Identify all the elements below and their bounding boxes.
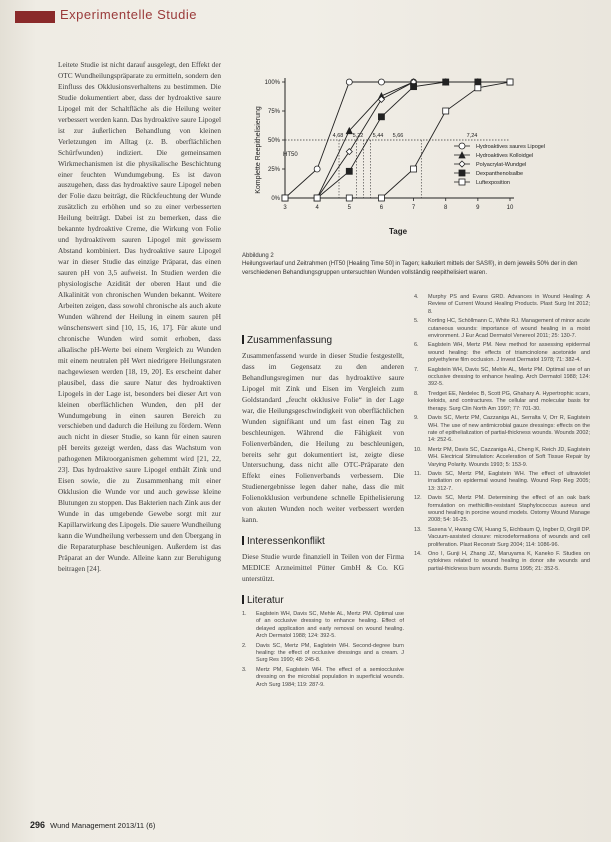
- legend-label: Dexpanthenolsalbe: [476, 171, 524, 177]
- x-tick-label: 8: [444, 205, 448, 211]
- chart-legend: [454, 143, 545, 186]
- reference-text: Davis SC, Mertz PM. Determining the effect of an oak bark formulation on methicillin-resistant Staphylococcus aureus and wound healing in porcine wound models. Ostomy Wound Manage 2008; 54: 16-25.: [428, 495, 590, 524]
- reference-item: [414, 294, 590, 316]
- x-tick-label: 10: [506, 205, 514, 211]
- x-tick-label: 9: [476, 205, 480, 211]
- journal-name: Wund Management 2013/11 (6): [50, 821, 156, 830]
- data-point: [507, 79, 513, 85]
- reference-text: Korting HC, Schöllmann C, White RJ. Management of minor acute cutaneous wounds: importance of wound healing in a moist environment. J Eur Acad Dermatol Venereol 2011; 25: 130-7.: [428, 318, 590, 340]
- body-text-left: Leitete Studie ist nicht darauf ausgelegt, den Effekt der OTC Wundheilungspräparate zu ermitteln, sondern den Einfluss des Okklusionsverhaltens zu bestimmen. Die Studie dokumentiert aber, dass der hydroaktive saure Lipogel mit der Schaltfläche als die Heilung weiter verbessert werden kann. Das hydroaktive saure Lipogel ist zur äußerlichen Behandlung von kleinen Verletzungen im Alltag (z. B. oberflächlichen Schürfwunden) indiziert. Die gemeinsamen Wirkmechanismen ist die physikalische Beschichtung einer feuchten Wundumgebung. Es ist davon auszugehen, dass das hydroaktive saure Lipogel neben der Folie dazu beiträgt, die Rückfeuchtung der Wunde zusätzlich zu erhöhen und so zu einer verbesserten Heilung beiträgt. Dabei ist zu bemerken, dass die bekannte hydroaktive Creme, die Wirkung von Folie und hydroaktivem sauren Lipogel mit gewissem Abstand kombiniert. Das hydroaktive saure Lipogel war in dieser Studie das einzige Präparat, das einen sauren pH von 3,5 aufweist. In Studien werden die physiologische Azidität der oberen Haut und die Alkalinität von chronischen Wunden bekannt. Weitere Arbeiten zeigen, dass sowohl chronische als auch akute Wunden während der Heilung in einem sauren pH wünschenswert sind [10, 15, 16, 17]. Für akute und chronische Wunden wird somit erhoben, dass alkalische pH-Werte bei einem Vergleich zu Wunden mit einem neutralen pH Wert niedrigere Heilungsraten nachgewiesen werden [18, 19, 20]. Es erscheint daher plausibel, dass die saure Natur des hydroaktiven Lipogels in der Lage ist, besonders bei dieser Art von kleinen oberflächlichen Wunden, den pH der Wundumgebung in einen sauren Bereich zu verschieben und dadurch die Heilung zu fördern. Wenn auch nicht in dieser Studie, so kann für einen sauren pH bereits gezeigt werden, dass das Wachstum von pathogenen Mikroorganismen gehemmt wird [21, 22, 23]. Das hydroaktive saure Lipogel enthält Zink und Eisen sowie, die zu Zusammenhang mit einer Okklusion die Wunde vor und auch gewisse kleine Blutungen zu stoppen. Das Bakterien nach Zink aus der Wunde in das umgebende Gewebe sorgt mit zur Kapillarwirkung des Lipogels. Die sauere Wundheilung kann die Wundheilung verbessern und den Übergang in die Reparaturphase beschleunigen. Außerdem ist das Präparat an der Wunde. Alleine kann zur Beruhigung beitragen [24].: [58, 60, 221, 573]
- caption-text: Heilungsverlauf und Zeitrahmen (HT50 [Healing Time 50] in Tagen; kalkuliert mittels der SAS®), in dem jeweils 50% der in den verschiedenen Behandlungsgruppen untersuchten Wunden vollständig reepithelisiert waren.: [242, 261, 578, 276]
- legend-label: Polyacrylat-Wundgel: [476, 162, 527, 168]
- reference-text: Tredget EE, Nedelec B, Scott PG, Ghahary A. Hypertrophic scars, keloids, and contractures. The cellular and molecular basis for therapy. Surg Clin North Am 1997; 77: 701-30.: [428, 390, 590, 412]
- data-point: [378, 195, 384, 201]
- reference-item: [414, 447, 590, 469]
- reference-item: [414, 391, 590, 413]
- reference-text: Mertz PM, Davis SC, Cazzaniga AL, Cheng K, Reich JD, Eaglstein WH. Electrical Stimulation: Acceleration of Soft Tissue Repair by Varying Polarity. Wounds 1993; 5: 153-9.: [428, 446, 590, 468]
- reference-text: Saxena V, Hwang CW, Huang S, Eichbaum Q, Ingber D, Orgill DP. Vacuum-assisted closure: microdeformations of wounds and cell proliferation. Plast Reconstr Surg 2004; 114: 1086-96.: [428, 526, 590, 548]
- data-point: [378, 79, 384, 85]
- reference-number: 10.: [414, 446, 422, 453]
- legend-marker: [459, 179, 465, 185]
- y-axis-label: Komplette Reepithelisierung: [255, 106, 262, 194]
- data-point: [411, 166, 417, 172]
- x-tick-label: 5: [347, 205, 351, 211]
- reference-text: Ono I, Gunji H, Zhang JZ, Maruyama K, Kaneko F. Studies on cytokines related to wound healing in donor site wounds and partial-thickness burn wounds. Burns 1995; 21: 352-5.: [428, 551, 590, 572]
- data-point: [443, 108, 449, 114]
- data-point: [346, 195, 352, 201]
- x-tick-label: 7: [411, 205, 416, 211]
- reference-text: Eaglstein WH, Davis SC, Mehle AL, Mertz PM. Optimal use of an occlusive dressing to enhance healing. Effect of delayed application and early removal on wound healing. Arch Dermatol 1988; 124: 392-5.: [256, 610, 404, 640]
- reference-text: Eaglstein WH, Davis SC, Mehle AL, Mertz PM. Optimal use of an occlusive dressing to enhance healing. Arch Dermatol 1988; 124: 392-5.: [428, 366, 590, 388]
- reference-item: [414, 367, 590, 389]
- data-point: [346, 149, 352, 155]
- page-number: 296: [30, 820, 46, 830]
- reference-item: [242, 667, 404, 689]
- healing-chart: [240, 70, 600, 250]
- x-tick-label: 6: [379, 205, 384, 211]
- data-point: [443, 79, 449, 85]
- legend-label: Hydroaktives saures Lipogel: [476, 144, 546, 150]
- data-point: [314, 166, 320, 172]
- interessenkonflikt-text: Diese Studie wurde finanziell in Teilen von der Firma MEDICE Arzneimittel Pütter GmbH & Co. KG unterstützt.: [242, 552, 404, 584]
- data-point: [411, 84, 417, 90]
- y-tick-label: 50%: [267, 138, 280, 144]
- header-color-block: [15, 11, 55, 23]
- data-point: [282, 195, 288, 201]
- reference-number: 1.: [242, 610, 247, 617]
- reference-list-continued: [414, 294, 590, 575]
- zusammenfassung-heading: Zusammenfassung: [242, 335, 404, 347]
- y-tick-label: 75%: [267, 109, 280, 115]
- reference-number: 6.: [414, 342, 419, 349]
- y-tick-label: 25%: [267, 167, 280, 173]
- reference-number: 8.: [414, 390, 419, 397]
- y-tick-label: 0%: [271, 196, 280, 202]
- interessenkonflikt-heading: Interessenkonflikt: [242, 536, 404, 548]
- y-tick-label: 100%: [264, 80, 280, 86]
- reference-number: 12.: [414, 495, 422, 502]
- reference-item: [414, 495, 590, 525]
- x-tick-label: 3: [283, 205, 287, 211]
- reference-number: 13.: [414, 526, 422, 533]
- reference-number: 11.: [414, 470, 422, 477]
- reference-text: Davis SC, Mertz PM, Cazzaniga AL, Serralta V, Orr R, Eaglstein WH. The use of new antimicrobial gauze dressings: effects on the rate of epithelialization of partial-thickness wounds. Wounds 2002; 14: 252-6.: [428, 415, 590, 444]
- x-axis-label: Tage: [388, 227, 408, 236]
- legend-marker: [459, 170, 465, 176]
- reference-item: [414, 471, 590, 493]
- reference-item: [414, 342, 590, 364]
- page-footer: [30, 820, 155, 830]
- caption-title: Abbildung 2: [242, 253, 274, 259]
- reference-item: [414, 318, 590, 340]
- middle-column: [242, 335, 404, 691]
- reference-item: [414, 551, 590, 573]
- ht50-value: 5,22: [352, 133, 364, 139]
- reference-item: [414, 527, 590, 549]
- reference-number: 2.: [242, 642, 247, 649]
- reference-text: Davis SC, Mertz PM, Eaglstein WH. The effect of ultraviolet irradiation on epidermal wound healing. Wound Rep Reg 2005; 13: 312-7.: [428, 470, 590, 492]
- reference-number: 9.: [414, 415, 419, 422]
- reference-number: 7.: [414, 366, 419, 373]
- legend-marker: [459, 161, 465, 167]
- literatur-heading: Literatur: [242, 595, 404, 607]
- reference-text: Mertz PM, Eaglstein WH. The effect of a semiocclusive dressing on the microbial population in superficial wounds. Arch Surg 1984; 119: 287-9.: [256, 666, 404, 688]
- ht50-value: 5,44: [372, 133, 384, 139]
- zusammenfassung-text: Zusammenfassend wurde in dieser Studie festgestellt, dass im Gegensatz zu den anderen Behandlungsregimen nur das hydroaktive saure Lipogel mit Zink und Eisen im Vergleich zum Goldstandard „feucht okklusive Folie“ in der Lage war, die Heilungsgeschwindigkeit von oberflächlichen Wunden signifikant und um fast einen Tag zu beschleunigen. Während die Fähigkeit von Folienverbänden, die Heilung zu beschleunigen, bereits sehr gut dokumentiert ist, zeigte diese Untersuchung, dass nicht alle OTC-Präparate den Effekt eines Folienverbands verbessern. Die Studienergebnisse legen daher nahe, dass die mit Folienokklusion verbundene schnelle Epithelisierung von akuten Wunden noch weiter verbessert werden kann.: [242, 350, 404, 525]
- figure-caption: [242, 252, 592, 277]
- data-point: [314, 195, 320, 201]
- reference-text: Murphy PS and Evans GRD. Advances in Wound Healing: A Review of Current Wound Healing Products. Plast Surg Int 2012; 8.: [428, 294, 590, 315]
- data-point: [378, 114, 384, 120]
- ht50-value: 7,24: [466, 133, 478, 139]
- x-tick-label: 4: [315, 205, 319, 211]
- data-point: [475, 85, 481, 91]
- reference-item: [242, 611, 404, 641]
- ht50-value: 5,66: [392, 133, 404, 139]
- ht50-value: 4,68: [332, 133, 344, 139]
- legend-label: Hydroaktives Kolloidgel: [476, 153, 534, 159]
- section-header: Experimentelle Studie: [60, 7, 197, 22]
- reference-item: [414, 415, 590, 445]
- data-point: [346, 168, 352, 174]
- reference-number: 3.: [242, 666, 247, 673]
- reference-text: Eaglstein WH, Mertz PM. New method for assessing epidermal wound healing: the effects of triamcinolone acetonide and polyethylene film occlusion. J Invest Dermatol 1978; 71: 382-4.: [428, 342, 590, 364]
- reference-number: 5.: [414, 318, 419, 325]
- reference-list: [242, 611, 404, 689]
- ht50-label: HT50: [283, 152, 298, 158]
- data-point: [475, 79, 481, 85]
- reference-text: Davis SC, Mertz PM, Eaglstein WH. Second-degree burn healing: the effect of occlusive dressings and a cream. J Surg Res 1990; 48: 245-8.: [256, 642, 404, 664]
- data-point: [346, 79, 352, 85]
- reference-item: [242, 643, 404, 665]
- legend-marker: [459, 143, 465, 149]
- reference-number: 4.: [414, 294, 419, 300]
- reference-number: 14.: [414, 551, 422, 557]
- legend-label: Luftexposition: [476, 180, 510, 186]
